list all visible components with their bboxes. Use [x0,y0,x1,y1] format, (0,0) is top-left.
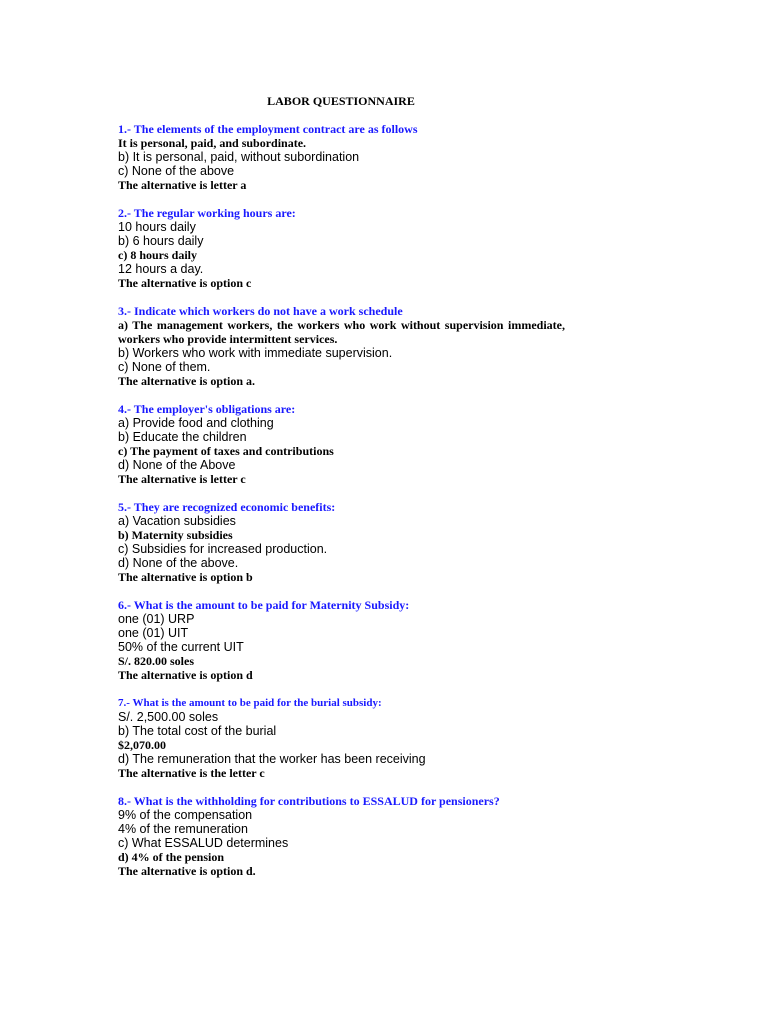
answer-text: The alternative is letter c [118,472,246,486]
document-title: LABOR QUESTIONNAIRE [267,94,415,108]
option: a) Provide food and clothing [118,416,274,430]
option: 9% of the compensation [118,808,253,822]
correct-option: a) The management workers, the workers who work without supervision immediate, workers who provide intermittent services. [118,318,565,346]
option: 12 hours a day. [118,262,204,276]
answer-text: The alternative is option a. [118,374,255,388]
question-block [118,402,565,486]
option: one (01) UIT [118,626,189,640]
answer-text: The alternative is the letter c [118,766,265,780]
option: 50% of the current UIT [118,640,244,654]
question-text: 3.- Indicate which workers do not have a work schedule [118,304,403,318]
correct-option: d) 4% of the pension [118,850,225,864]
questionnaire-body [118,122,565,892]
option: S/. 2,500.00 soles [118,710,219,724]
answer-text: The alternative is option b [118,570,253,584]
option: 4% of the remuneration [118,822,248,836]
question-text: 5.- They are recognized economic benefits: [118,500,336,514]
option: b) Workers who work with immediate supervision. [118,346,393,360]
option: b) It is personal, paid, without subordination [118,150,360,164]
question-block [118,206,565,290]
correct-option: It is personal, paid, and subordinate. [118,136,307,150]
question-block [118,696,565,780]
question-block [118,794,565,878]
option: c) None of them. [118,360,211,374]
question-block [118,122,565,192]
question-text: 2.- The regular working hours are: [118,206,296,220]
question-text: 4.- The employer's obligations are: [118,402,296,416]
question-text: 6.- What is the amount to be paid for Maternity Subsidy: [118,598,410,612]
correct-option: $2,070.00 [118,738,166,752]
option: d) None of the Above [118,458,236,472]
correct-option: S/. 820.00 soles [118,654,195,668]
option: d) None of the above. [118,556,239,570]
question-text: 8.- What is the withholding for contributions to ESSALUD for pensioners? [118,794,500,808]
option: one (01) URP [118,612,195,626]
answer-text: The alternative is option d [118,668,253,682]
question-block [118,500,565,584]
option: b) 6 hours daily [118,234,204,248]
answer-text: The alternative is option d. [118,864,256,878]
correct-option: b) Maternity subsidies [118,528,233,542]
option: c) None of the above [118,164,235,178]
correct-option: c) The payment of taxes and contributions [118,444,334,458]
option: d) The remuneration that the worker has been receiving [118,752,426,766]
option: 10 hours daily [118,220,196,234]
question-text: 1.- The elements of the employment contract are as follows [118,122,418,136]
option: b) The total cost of the burial [118,724,277,738]
question-block [118,598,565,682]
question-block [118,304,565,388]
correct-option: c) 8 hours daily [118,248,198,262]
answer-text: The alternative is letter a [118,178,247,192]
option: a) Vacation subsidies [118,514,236,528]
option: c) What ESSALUD determines [118,836,289,850]
answer-text: The alternative is option c [118,276,252,290]
question-text: 7.- What is the amount to be paid for the burial subsidy: [118,697,382,709]
option: b) Educate the children [118,430,247,444]
option: c) Subsidies for increased production. [118,542,328,556]
